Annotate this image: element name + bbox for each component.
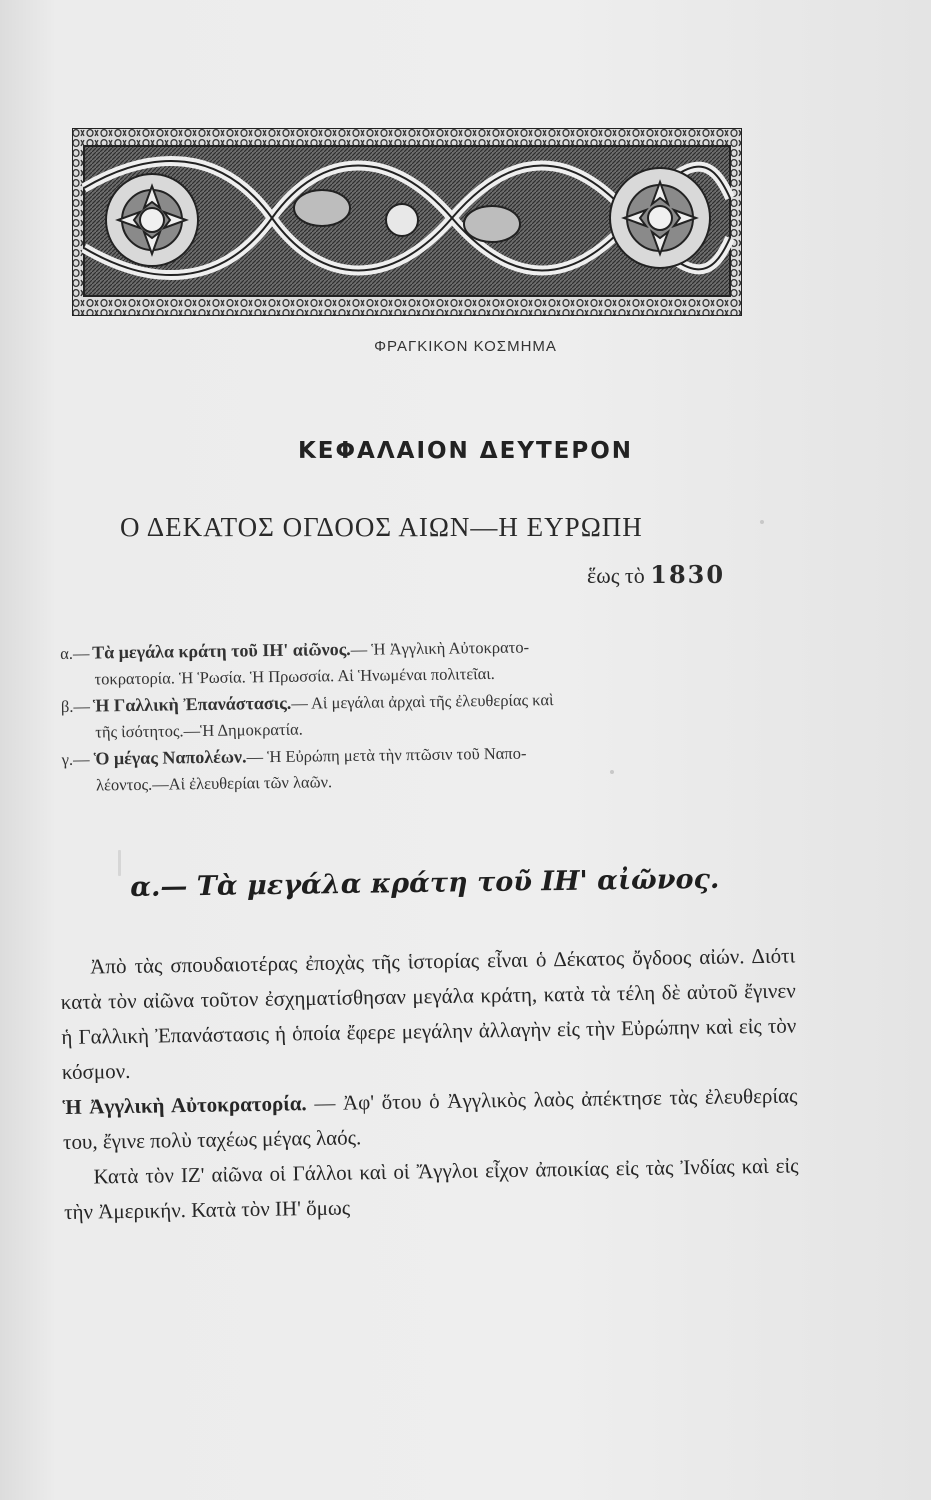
summary-item: [61, 736, 802, 799]
summary-item-head: Ἡ Γαλλικὴ Ἐπανάστασις.: [92, 692, 292, 716]
summary-item-continuation: τοκρατορία. Ἡ Ῥωσία. Ἡ Πρωσσία. Αἱ Ἡνωμέναι πολιτεῖαι.: [94, 663, 495, 689]
summary-item-head: Τὰ μεγάλα κράτη τοῦ ΙΗ' αἰῶνος.: [92, 638, 351, 663]
body-paragraph: Ἀπὸ τὰς σπουδαιοτέρας ἐποχὰς τῆς ἱστορίας εἶναι ὁ Δέκατος ὄγδοος αἰών. Διότι κατὰ τὸν αἰῶνα τοῦτον ἐσχηματίσθησαν μεγάλα κράτη, κατὰ τὰ τέλη δὲ αὐτοῦ ἔγινεν ἡ Γαλλικὴ Ἐπανάστασις ἡ ὁποία ἔφερε μεγάλην ἀλλαγὴν εἰς τὴν Εὐρώπην καὶ εἰς τὸν κόσμον.: [60, 943, 797, 1084]
subtitle-prefix: ἕως τὸ: [587, 563, 645, 588]
paragraph-text: — Ἀφ' ὅτου ὁ Ἀγγλικὸς λαὸς ἀπέκτησε τὰς ἐλευθερίας του, ἔγινε πολὺ ταχέως μέγας λαός.: [62, 1083, 798, 1154]
chapter-title: Ο ΔΕΚΑΤΟΣ ΟΓΔΟΟΣ ΑΙΩΝ—Η ΕΥΡΩΠΗ: [120, 512, 643, 542]
summary-item-number: β.—: [60, 696, 91, 716]
summary-item-line: — Ἡ Ἀγγλικὴ Αὐτοκρατο-: [350, 637, 530, 659]
summary-item-line: — Αἱ μεγάλαι ἀρχαὶ τῆς ἐλευθερίας καὶ: [291, 690, 554, 713]
ornament-caption: ΦΡΑΓΚΙΚΟΝ ΚΟΣΜΗΜΑ: [374, 338, 557, 355]
summary-item-head: Ὁ μέγας Ναπολέων.: [93, 746, 247, 769]
chapter-summary: [60, 630, 802, 799]
paper-speck: [118, 850, 121, 876]
paragraph-lead: Ἡ Ἀγγλικὴ Αὐτοκρατορία.: [62, 1091, 307, 1119]
summary-item-line: — Ἡ Εὐρώπη μετὰ τὴν πτῶσιν τοῦ Ναπο-: [246, 743, 527, 767]
paper-speck: [610, 770, 614, 774]
body-paragraph: [62, 1078, 798, 1160]
summary-item-number: γ.—: [61, 749, 90, 769]
body-text: [60, 938, 799, 1230]
subtitle-year: 1830: [650, 560, 726, 589]
chapter-heading: ΚΕΦΑΛΑΙΟΝ ΔΕΥΤΕΡΟΝ: [297, 438, 634, 464]
paper-speck: [760, 520, 764, 524]
chapter-subtitle: [587, 560, 725, 589]
summary-item-continuation: τῆς ἰσότητος.—Ἡ Δημοκρατία.: [95, 719, 303, 742]
summary-item-number: α.—: [60, 643, 90, 663]
section-heading: α.— Τὰ μεγάλα κράτη τοῦ ΙΗ' αἰῶνος.: [130, 863, 720, 903]
body-paragraph: Κατὰ τὸν ΙΖ' αἰῶνα οἱ Γάλλοι καὶ οἱ Ἄγγλοι εἶχον ἀποικίας εἰς τὰς Ἰνδίας καὶ εἰς τὴν Ἀμερικήν. Κατὰ τὸν ΙΗ' ὅμως: [63, 1153, 799, 1224]
summary-item-continuation: λέοντος.—Αἱ ἐλευθερίαι τῶν λαῶν.: [95, 772, 333, 795]
frankish-ornament-image: [72, 128, 742, 316]
